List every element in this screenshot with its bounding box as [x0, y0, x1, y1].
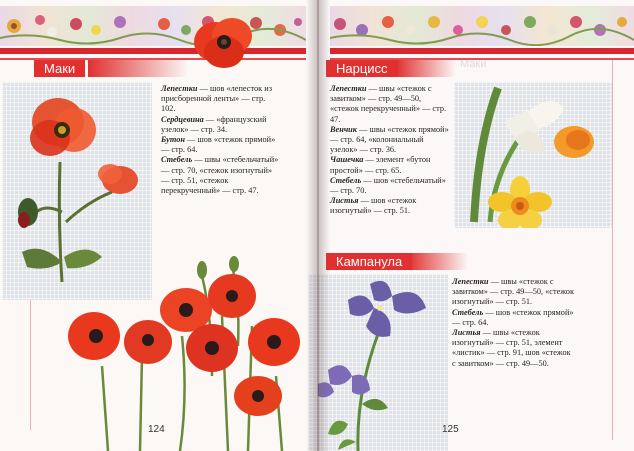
decorative-border-left [0, 6, 306, 46]
section-title-tail [408, 253, 468, 270]
entry-stem: Стебель — швы «стебельчатый» — стр. 70, «стежок изогнутый» — стр. 51, «стежок перекрученный» — стр. 47. [161, 155, 279, 196]
entry-core: Сердцевина — «французский узелок» — стр. 34. [161, 114, 267, 134]
entry-leaves: Листья — швы «стежок изогнутый» — стр. 51, элемент «листик» — стр. 91, шов «стежок с завитком» — стр. 49—50. [452, 328, 571, 368]
ghost-heading: Маки [460, 58, 487, 70]
entry-bud: Бутон — шов «стежок прямой» — стр. 64. [161, 135, 276, 155]
flower-strip-left-illustration [0, 6, 306, 46]
poppies-description [161, 84, 281, 196]
page-number-right: 125 [442, 424, 459, 435]
narcissus-embroidery-photo [454, 82, 612, 228]
narcissus-description [330, 84, 450, 217]
poppy-flower-illustration [186, 10, 260, 74]
poppy-top-photo [186, 10, 260, 74]
entry-leaves: Листья — шов «стежок изогнутый» — стр. 51. [330, 196, 417, 216]
section-title-tail [88, 60, 188, 77]
red-band-left [0, 48, 306, 54]
entry-petals: Лепестки — шов «лепесток из присборенной ленты» — стр. 102. [161, 84, 272, 114]
narcissus-illustration [454, 82, 612, 228]
section-title-narcissus: Нарцисс [326, 60, 398, 77]
flower-strip-right-illustration [330, 6, 634, 46]
red-band-right [330, 48, 634, 54]
entry-calyx: Чашечка — элемент «бутон простой» — стр. 65. [330, 155, 431, 175]
decorative-border-right [330, 6, 634, 46]
entry-stem: Стебель — шов «стежок прямой» — стр. 64. [452, 307, 574, 327]
campanula-description [452, 277, 576, 369]
entry-stem: Стебель — шов «стебельчатый» — стр. 70. [330, 175, 446, 196]
page-number-left: 124 [148, 424, 165, 435]
section-title-campanula: Кампанула [326, 253, 412, 270]
poppies-field-photo [62, 256, 306, 451]
section-title-poppies: Маки [34, 60, 85, 77]
poppies-field-illustration [62, 256, 306, 451]
guide-line [612, 60, 613, 440]
entry-petals: Лепестки — швы «стежок с завитком» — стр. 49—50, «стежок изогнутый» — стр. 51. [452, 277, 574, 307]
guide-line [30, 300, 31, 430]
entry-corona: Венчик — швы «стежок прямой» — стр. 64, «колониальный узелок» — стр. 36. [330, 124, 449, 155]
section-title-tail [396, 60, 456, 77]
book-spine-shadow [306, 0, 330, 451]
entry-petals: Лепестки — швы «стежок с завитком» — стр. 49—50, «стежок перекрученный» — стр. 47. [330, 84, 447, 124]
